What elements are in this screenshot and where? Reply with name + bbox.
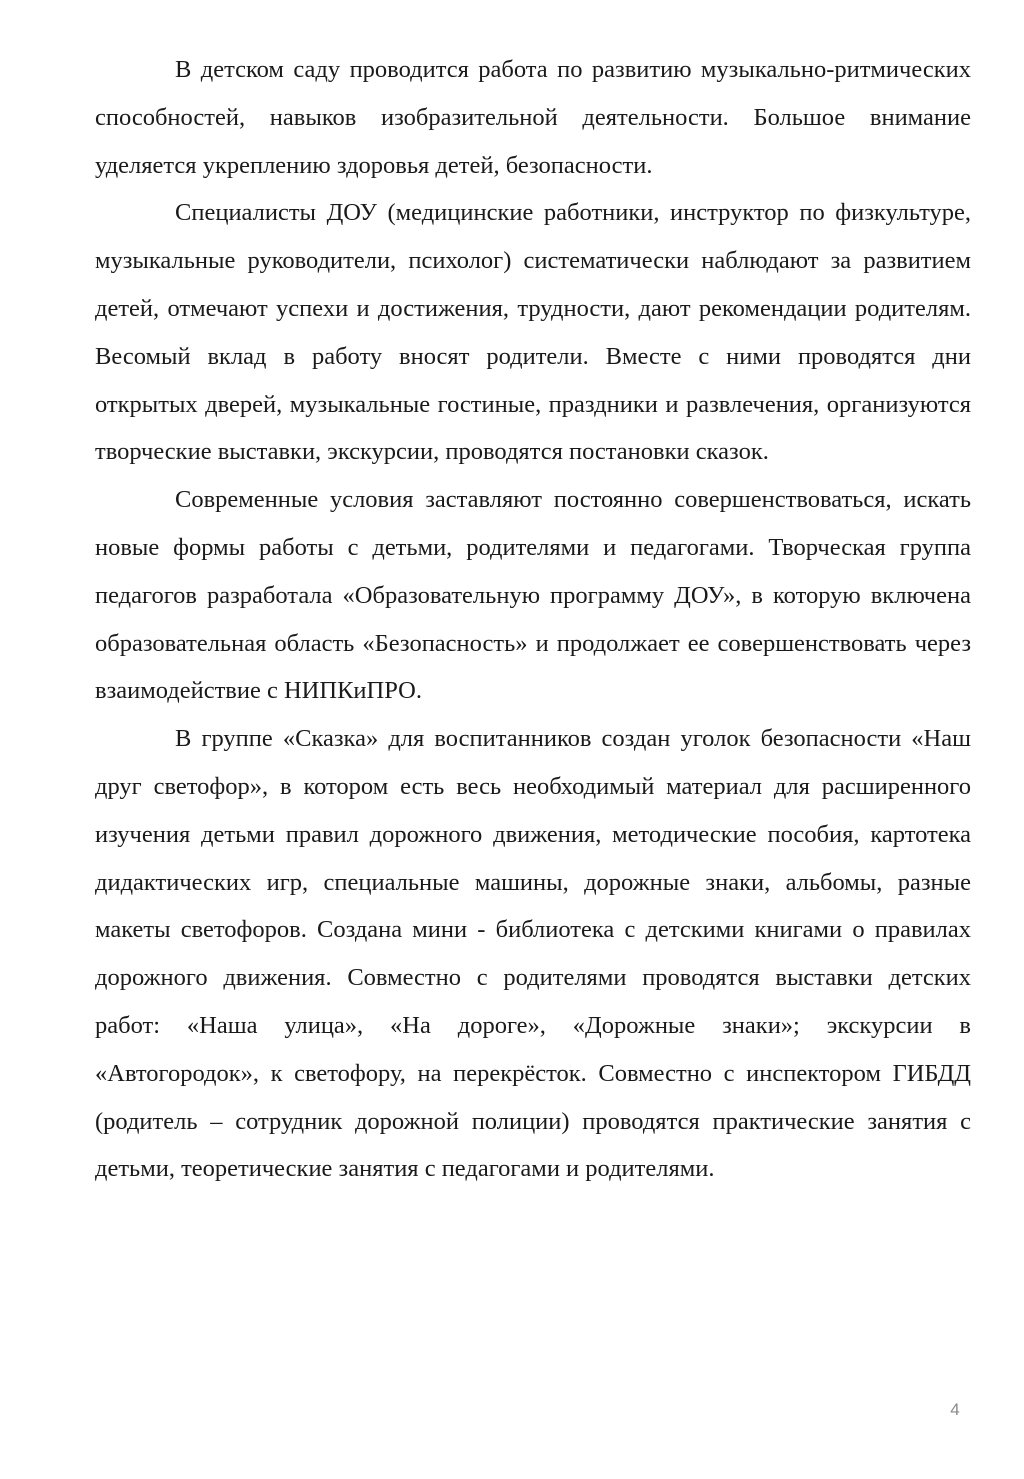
paragraph-3: Современные условия заставляют постоянно совершенствоваться, искать новые формы работы с детьми, родителями и педагогами. Творческая группа педагогов разработала «Образовательную программу ДОУ», в которую включена образовательная область «Безопасность» и продолжает ее совершенствовать через взаимодействие с НИПКиПРО. [95, 486, 971, 705]
paragraph-1: В детском саду проводится работа по развитию музыкально-ритмических способностей, навыков изобразительной деятельности. Большое внимание уделяется укреплению здоровья детей, безопасности. [95, 56, 971, 179]
paragraph-4: В группе «Сказка» для воспитанников создан уголок безопасности «Наш друг светофор», в котором есть весь необходимый материал для расширенного изучения детьми правил дорожного движения, методические пособия, картотека дидактических игр, специальные машины, дорожные знаки, альбомы, разные макеты светофоров. Создана мини - библиотека с детскими книгами о правилах дорожного движения. Совместно с родителями проводятся выставки детских работ: «Наша улица», «На дороге», «Дорожные знаки»; экскурсии в «Автогородок», к светофору, на перекрёсток. Совместно с инспектором ГИБДД (родитель – сотрудник дорожной полиции) проводятся практические занятия с детьми, теоретические занятия с педагогами и родителями. [95, 725, 971, 1183]
page-number: 4 [950, 1400, 960, 1419]
paragraph-2: Специалисты ДОУ (медицинские работники, инструктор по физкультуре, музыкальные руководители, психолог) систематически наблюдают за развитием детей, отмечают успехи и достижения, трудности, дают рекомендации родителям. Весомый вклад в работу вносят родители. Вместе с ними проводятся дни открытых дверей, музыкальные гостиные, праздники и развлечения, организуются творческие выставки, экскурсии, проводятся постановки сказок. [95, 199, 971, 466]
document-body [95, 46, 971, 1193]
